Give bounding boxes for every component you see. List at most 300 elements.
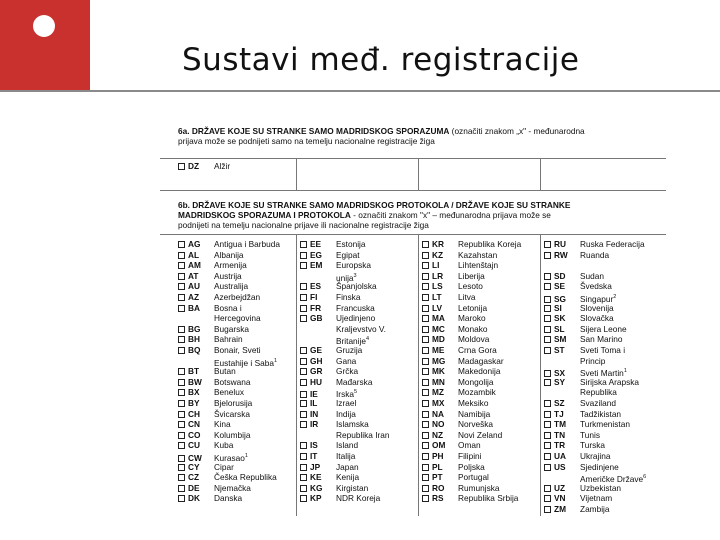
country-name-text: Slovenija xyxy=(580,302,614,313)
country-name-text: Butan xyxy=(214,366,236,377)
country-checkbox-ph[interactable] xyxy=(422,453,429,460)
country-checkbox-at[interactable] xyxy=(178,273,185,280)
country-code: GE xyxy=(310,345,322,355)
country-row-sg xyxy=(544,292,616,303)
country-name xyxy=(458,260,498,271)
country-code: CO xyxy=(188,429,201,440)
country-row-mz xyxy=(422,387,496,398)
country-name xyxy=(580,334,622,345)
country-code: GR xyxy=(310,366,323,377)
country-row-ru xyxy=(544,239,645,250)
country-checkbox-ir[interactable] xyxy=(300,421,307,428)
country-row-ag xyxy=(178,239,280,250)
country-checkbox-mz[interactable] xyxy=(422,389,429,396)
country-checkbox-se[interactable] xyxy=(544,283,551,290)
country-checkbox-kg[interactable] xyxy=(300,485,307,492)
country-name xyxy=(580,345,625,356)
country-checkbox-mc[interactable] xyxy=(422,326,429,333)
country-row-me xyxy=(422,345,497,356)
country-name xyxy=(458,472,489,483)
country-checkbox-lr[interactable] xyxy=(422,273,429,280)
country-name xyxy=(336,430,390,441)
country-checkbox-em[interactable] xyxy=(300,262,307,269)
country-row-at xyxy=(178,271,242,282)
country-row-nz xyxy=(422,430,502,441)
country-name xyxy=(214,409,250,420)
country-checkbox-na[interactable] xyxy=(422,411,429,418)
slide-title: Sustavi međ. registracije xyxy=(182,42,580,78)
country-checkbox-li[interactable] xyxy=(422,262,429,269)
country-name-text: Litva xyxy=(458,292,476,302)
country-row-au xyxy=(178,281,248,292)
country-name-text: Sveti Martin xyxy=(580,367,624,378)
country-name xyxy=(336,440,358,451)
country-code: CZ xyxy=(188,472,200,483)
country-name-text: Rumunjska xyxy=(458,482,500,493)
country-name xyxy=(458,324,488,335)
country-checkbox-mk[interactable] xyxy=(422,368,429,375)
country-code: KZ xyxy=(432,249,444,260)
country-checkbox-eg[interactable] xyxy=(300,252,307,259)
country-checkbox-si[interactable] xyxy=(544,305,551,312)
country-row-continuation xyxy=(300,334,369,345)
country-checkbox-kr[interactable] xyxy=(422,241,429,248)
country-name-text: Azerbejdžan xyxy=(214,292,261,302)
country-code: CU xyxy=(188,440,200,451)
country-name-text: Island xyxy=(336,440,359,451)
country-row-mn xyxy=(422,377,494,388)
country-row-ie xyxy=(300,387,357,398)
country-checkbox-kz[interactable] xyxy=(422,252,429,259)
country-checkbox-pt[interactable] xyxy=(422,474,429,481)
country-checkbox-ma[interactable] xyxy=(422,315,429,322)
country-checkbox-bx[interactable] xyxy=(178,389,185,396)
country-row-dk xyxy=(178,493,242,504)
country-checkbox-ls[interactable] xyxy=(422,283,429,290)
country-code: ME xyxy=(432,345,445,355)
country-checkbox-ch[interactable] xyxy=(178,411,185,418)
country-checkbox-lt[interactable] xyxy=(422,294,429,301)
country-checkbox-vn[interactable] xyxy=(544,495,551,502)
country-checkbox-ru[interactable] xyxy=(544,241,551,248)
country-row-si xyxy=(544,303,614,314)
country-checkbox-bw[interactable] xyxy=(178,379,185,386)
country-checkbox-cy[interactable] xyxy=(178,464,185,471)
country-code: MZ xyxy=(432,387,444,398)
country-row-sm xyxy=(544,334,622,345)
country-code: LV xyxy=(432,302,442,313)
country-checkbox-cz[interactable] xyxy=(178,474,185,481)
country-checkbox-bg[interactable] xyxy=(178,326,185,333)
country-name-text: Alžir xyxy=(214,161,231,171)
country-row-il xyxy=(300,398,356,409)
country-code: TJ xyxy=(554,408,564,419)
country-name xyxy=(458,356,504,367)
country-row-continuation xyxy=(300,324,386,335)
country-code: SY xyxy=(554,376,566,387)
country-name xyxy=(580,493,612,504)
country-name-text: Australija xyxy=(214,281,249,292)
country-checkbox-al[interactable] xyxy=(178,252,185,259)
country-row-is xyxy=(300,440,358,451)
country-code: AZ xyxy=(188,292,200,302)
country-name xyxy=(458,451,482,462)
country-code: HU xyxy=(310,376,322,387)
section-a-title-bold: 6a. DRŽAVE KOJE SU STRANKE SAMO MADRIDSKOG SPORAZUMA xyxy=(178,126,450,136)
section-a-divider-3 xyxy=(540,158,541,190)
country-name xyxy=(336,313,375,324)
country-code: NO xyxy=(432,419,445,430)
country-name-text: Hercegovina xyxy=(214,313,261,324)
country-checkbox-bt[interactable] xyxy=(178,368,185,375)
country-name-text: Francuska xyxy=(336,302,375,313)
country-code: BQ xyxy=(188,345,201,355)
country-checkbox-ke[interactable] xyxy=(300,474,307,481)
country-code: CW xyxy=(188,452,202,463)
country-row-ee xyxy=(300,239,366,250)
country-checkbox-md[interactable] xyxy=(422,336,429,343)
country-checkbox-om[interactable] xyxy=(422,442,429,449)
country-name-text: Sudan xyxy=(580,270,604,281)
country-name xyxy=(458,239,521,250)
country-name-text: Cipar xyxy=(214,461,234,472)
country-name xyxy=(214,387,244,398)
country-checkbox-rw[interactable] xyxy=(544,252,551,259)
country-code: SZ xyxy=(554,398,565,408)
country-name-text: Turska xyxy=(580,440,606,451)
country-code: KE xyxy=(310,472,322,483)
country-name-text: Benelux xyxy=(214,387,244,398)
country-row-na xyxy=(422,409,490,420)
country-name-text: Moldova xyxy=(458,334,490,345)
country-code: FR xyxy=(310,302,322,313)
country-code: MG xyxy=(432,355,446,366)
country-row-st xyxy=(544,345,625,356)
country-name xyxy=(336,239,366,250)
country-row-continuation xyxy=(544,356,605,367)
country-name xyxy=(458,303,487,314)
country-name xyxy=(458,377,494,388)
country-name xyxy=(580,483,621,494)
country-checkbox-cn[interactable] xyxy=(178,421,185,428)
country-code: TN xyxy=(554,429,566,440)
country-name-text: Danska xyxy=(214,493,243,504)
country-code: LI xyxy=(432,260,440,271)
country-checkbox-au[interactable] xyxy=(178,283,185,290)
country-row-al xyxy=(178,250,244,261)
country-name-text: Švicarska xyxy=(214,408,250,419)
country-checkbox-sz[interactable] xyxy=(544,400,551,407)
country-name-text: Islamska xyxy=(336,419,369,430)
country-checkbox-ua[interactable] xyxy=(544,453,551,460)
country-checkbox-sk[interactable] xyxy=(544,315,551,322)
country-checkbox-mg[interactable] xyxy=(422,358,429,365)
country-name-text: Eustahije i Saba xyxy=(214,357,274,368)
country-name-text: Bugarska xyxy=(214,323,250,334)
country-row-bh xyxy=(178,334,243,345)
country-name-text: Španjolska xyxy=(336,281,377,292)
section-b-top-rule xyxy=(160,234,666,235)
country-checkbox-es[interactable] xyxy=(300,283,307,290)
country-name xyxy=(580,398,616,409)
country-name xyxy=(458,387,496,398)
country-name-text: Turkmenistan xyxy=(580,419,630,430)
country-checkbox-fr[interactable] xyxy=(300,305,307,312)
country-name-text: Princip xyxy=(580,355,606,366)
country-name xyxy=(336,398,356,409)
country-code: DK xyxy=(188,493,200,504)
country-checkbox-dk[interactable] xyxy=(178,495,185,502)
country-checkbox-rs[interactable] xyxy=(422,495,429,502)
country-checkbox-co[interactable] xyxy=(178,432,185,439)
country-checkbox-am[interactable] xyxy=(178,262,185,269)
country-checkbox-bq[interactable] xyxy=(178,347,185,354)
country-row-in xyxy=(300,409,356,420)
section-a-divider-1 xyxy=(296,158,297,190)
country-name-text: Kolumbija xyxy=(214,429,251,440)
country-row-ge xyxy=(300,345,362,356)
country-checkbox-kp[interactable] xyxy=(300,495,307,502)
country-name-text: Kirgistan xyxy=(336,482,369,493)
country-name-text: Norveška xyxy=(458,419,494,430)
country-checkbox-sy[interactable] xyxy=(544,379,551,386)
country-checkbox-mx[interactable] xyxy=(422,400,429,407)
country-row-pl xyxy=(422,462,485,473)
country-row-continuation xyxy=(300,271,357,282)
country-name xyxy=(336,493,380,504)
country-row-bx xyxy=(178,387,244,398)
country-checkbox-ro[interactable] xyxy=(422,485,429,492)
country-name xyxy=(214,430,250,441)
country-name xyxy=(580,281,612,292)
country-name xyxy=(214,377,250,388)
country-checkbox-gh[interactable] xyxy=(300,358,307,365)
country-row-by xyxy=(178,398,252,409)
country-checkbox-dz[interactable] xyxy=(178,163,185,170)
section-b-title: 6b. DRŽAVE KOJE SU STRANKE SAMO MADRIDSKOG PROTOKOLA / DRŽAVE KOJE SU STRANKE xyxy=(178,200,571,210)
country-row-tj xyxy=(544,409,621,420)
country-code: BX xyxy=(188,387,200,398)
country-name xyxy=(214,493,242,504)
country-checkbox-az[interactable] xyxy=(178,294,185,301)
country-code: EG xyxy=(310,249,322,260)
country-row-kp xyxy=(300,493,380,504)
country-name xyxy=(336,324,386,335)
country-code: RS xyxy=(432,493,444,504)
country-code: IE xyxy=(310,389,318,400)
country-row-cu xyxy=(178,440,233,451)
country-name xyxy=(214,483,251,494)
country-row-uz xyxy=(544,483,621,494)
country-checkbox-gr[interactable] xyxy=(300,368,307,375)
country-name xyxy=(336,377,372,388)
country-checkbox-bh[interactable] xyxy=(178,336,185,343)
country-name-text: Filipini xyxy=(458,451,482,461)
country-row-tm xyxy=(544,419,630,430)
country-checkbox-hu[interactable] xyxy=(300,379,307,386)
country-checkbox-nz[interactable] xyxy=(422,432,429,439)
country-name xyxy=(214,419,231,430)
country-code: SK xyxy=(554,313,566,324)
footnote-marker: 6 xyxy=(643,474,647,481)
country-row-continuation xyxy=(178,356,277,367)
country-checkbox-ge[interactable] xyxy=(300,347,307,354)
country-name xyxy=(336,292,360,303)
country-name-text: Britanije xyxy=(336,336,366,347)
country-code: CN xyxy=(188,419,200,430)
country-checkbox-me[interactable] xyxy=(422,347,429,354)
country-row-es xyxy=(300,281,377,292)
country-name-text: Češka Republika xyxy=(214,472,277,483)
country-code: BT xyxy=(188,366,200,377)
country-row-sz xyxy=(544,398,616,409)
country-code: MD xyxy=(432,334,445,345)
country-name xyxy=(458,345,497,356)
country-row-md xyxy=(422,334,489,345)
country-code: BH xyxy=(188,334,200,345)
country-name-text: Gruzija xyxy=(336,345,363,355)
country-name-text: Indija xyxy=(336,408,356,419)
country-code: FI xyxy=(310,292,318,302)
country-name xyxy=(336,483,368,494)
country-checkbox-tr[interactable] xyxy=(544,442,551,449)
country-code: SI xyxy=(554,302,562,313)
country-row-fi xyxy=(300,292,360,303)
country-checkbox-de[interactable] xyxy=(178,485,185,492)
country-name-text: Armenija xyxy=(214,260,247,271)
country-row-ke xyxy=(300,472,359,483)
country-code: CY xyxy=(188,461,200,472)
country-name-text: Meksiko xyxy=(458,398,489,408)
country-name xyxy=(336,303,375,314)
country-checkbox-il[interactable] xyxy=(300,400,307,407)
country-row-bq xyxy=(178,345,261,356)
country-name xyxy=(336,281,377,292)
country-name xyxy=(336,345,362,356)
section-a-title xyxy=(178,126,585,136)
country-name-text: Makedonija xyxy=(458,366,501,377)
country-checkbox-lv[interactable] xyxy=(422,305,429,312)
country-checkbox-gb[interactable] xyxy=(300,315,307,322)
country-row-se xyxy=(544,281,612,292)
country-name xyxy=(214,239,280,250)
section-b-line2-bold: MADRIDSKOG SPORAZUMA I PROTOKOLA xyxy=(178,210,351,220)
country-checkbox-ba[interactable] xyxy=(178,305,185,312)
country-checkbox-by[interactable] xyxy=(178,400,185,407)
country-checkbox-sd[interactable] xyxy=(544,273,551,280)
country-code: PT xyxy=(432,472,443,483)
country-row-rs xyxy=(422,493,518,504)
country-name xyxy=(458,483,500,494)
country-checkbox-is[interactable] xyxy=(300,442,307,449)
section-a-bottom-rule xyxy=(160,190,666,191)
country-row-lr xyxy=(422,271,485,282)
country-name-text: Portugal xyxy=(458,472,489,483)
country-checkbox-zm[interactable] xyxy=(544,506,551,513)
country-name xyxy=(580,377,639,388)
country-checkbox-sl[interactable] xyxy=(544,326,551,333)
country-code: AM xyxy=(188,260,201,271)
country-checkbox-jp[interactable] xyxy=(300,464,307,471)
country-code: IR xyxy=(310,419,319,430)
country-code: OM xyxy=(432,440,446,451)
country-checkbox-tm[interactable] xyxy=(544,421,551,428)
country-checkbox-it[interactable] xyxy=(300,453,307,460)
country-name-text: Američke Države xyxy=(580,473,644,484)
country-name xyxy=(214,292,260,303)
country-name-text: Egipat xyxy=(336,249,360,260)
country-code: ZM xyxy=(554,504,566,514)
country-checkbox-sm[interactable] xyxy=(544,336,551,343)
country-row-rw xyxy=(544,250,609,261)
country-checkbox-fi[interactable] xyxy=(300,294,307,301)
country-code: EE xyxy=(310,239,322,249)
country-name xyxy=(580,419,630,430)
country-checkbox-in[interactable] xyxy=(300,411,307,418)
country-name xyxy=(458,409,490,420)
country-checkbox-us[interactable] xyxy=(544,464,551,471)
country-name xyxy=(458,366,500,377)
country-name-text: Bonair, Sveti xyxy=(214,345,261,355)
section-a-title-rest: (označiti znakom „x" - međunarodna xyxy=(449,126,585,136)
country-checkbox-st[interactable] xyxy=(544,347,551,354)
country-code: LS xyxy=(432,281,443,292)
country-checkbox-ag[interactable] xyxy=(178,241,185,248)
country-name-text: Sjedinjene xyxy=(580,461,619,472)
country-name-text: Kenija xyxy=(336,472,360,483)
country-checkbox-tn[interactable] xyxy=(544,432,551,439)
country-checkbox-mn[interactable] xyxy=(422,379,429,386)
country-row-mg xyxy=(422,356,504,367)
country-name-text: Austrija xyxy=(214,270,242,281)
country-name-text: Italija xyxy=(336,451,356,461)
country-checkbox-no[interactable] xyxy=(422,421,429,428)
section-a-divider-2 xyxy=(418,158,419,190)
country-row-kg xyxy=(300,483,368,494)
country-name xyxy=(214,260,247,271)
country-code: SX xyxy=(554,367,566,378)
country-checkbox-ee[interactable] xyxy=(300,241,307,248)
country-row-jp xyxy=(300,462,359,473)
country-checkbox-uz[interactable] xyxy=(544,485,551,492)
country-name xyxy=(214,271,242,282)
country-row-gb xyxy=(300,313,375,324)
country-row-de xyxy=(178,483,251,494)
section-a-top-rule xyxy=(160,158,666,159)
country-name-text: Bjelorusija xyxy=(214,398,253,408)
country-code: MX xyxy=(432,398,445,408)
country-name-text: Estonija xyxy=(336,239,366,249)
country-checkbox-tj[interactable] xyxy=(544,411,551,418)
country-checkbox-cu[interactable] xyxy=(178,442,185,449)
country-row-gr xyxy=(300,366,358,377)
country-code: MC xyxy=(432,323,445,334)
country-row-continuation xyxy=(544,387,617,398)
registration-form xyxy=(160,116,666,516)
country-code: PL xyxy=(432,461,443,472)
country-name xyxy=(214,398,252,409)
country-checkbox-pl[interactable] xyxy=(422,464,429,471)
country-code: BG xyxy=(188,323,201,334)
section-b-divider-1 xyxy=(296,234,297,516)
country-name-text: Vijetnam xyxy=(580,493,613,504)
country-row-continuation xyxy=(544,472,646,483)
country-row-bg xyxy=(178,324,249,335)
country-code: DE xyxy=(188,482,200,493)
country-name-text: Grčka xyxy=(336,366,359,377)
country-name-text: Mozambik xyxy=(458,387,496,398)
country-code: SM xyxy=(554,334,567,345)
